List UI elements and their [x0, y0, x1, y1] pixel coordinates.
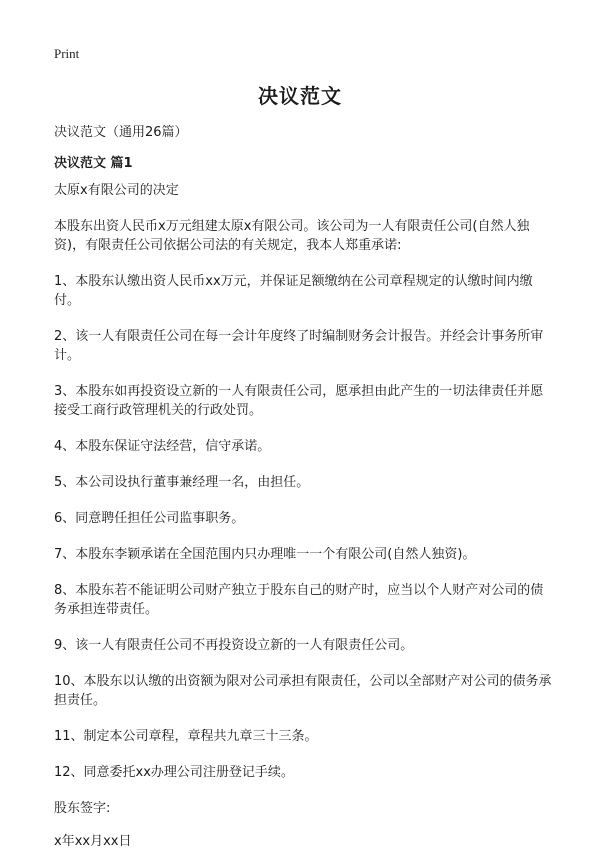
paragraph-item-1: 1、本股东认缴出资人民币xx万元，并保证足额缴纳在公司章程规定的认缴时间内缴付。 [54, 274, 533, 308]
document-body [54, 181, 554, 865]
document-title: 决议范文 [258, 84, 342, 108]
paragraph-company-decision: 太原x有限公司的决定 [54, 183, 179, 198]
document-subtitle: 决议范文（通用26篇） [54, 125, 188, 140]
signature-date: x年xx月xx日 [54, 834, 132, 849]
paragraph-item-11: 11、制定本公司章程，章程共九章三十三条。 [54, 729, 318, 744]
signature-label: 股东签字: [54, 801, 111, 816]
paragraph-item-3: 3、本股东如再投资设立新的一人有限责任公司，愿承担由此产生的一切法律责任并愿接受工商行政管理机关的行政处罚。 [54, 384, 544, 418]
paragraph-item-10: 10、本股东以认缴的出资额为限对公司承担有限责任，公司以全部财产对公司的债务承担责任。 [54, 674, 552, 708]
paragraph-item-4: 4、本股东保证守法经营，信守承诺。 [54, 439, 271, 454]
paragraph-item-7: 7、本股东李颖承诺在全国范围内只办理唯一一个有限公司(自然人独资)。 [54, 547, 476, 562]
paragraph-item-8: 8、本股东若不能证明公司财产独立于股东自己的财产时，应当以个人财产对公司的债务承担连带责任。 [54, 583, 544, 617]
paragraph-item-9: 9、该一人有限责任公司不再投资设立新的一人有限责任公司。 [54, 638, 414, 653]
paragraph-intro: 本股东出资人民币x万元组建太原x有限公司。该公司为一人有限责任公司(自然人独资)，有限责任公司依据公司法的有关规定，我本人郑重承诺: [54, 219, 530, 253]
print-link[interactable]: Print [54, 46, 80, 61]
section-heading: 决议范文 篇1 [54, 156, 133, 171]
paragraph-item-6: 6、同意聘任担任公司监事职务。 [54, 511, 245, 526]
paragraph-item-5: 5、本公司设执行董事兼经理一名，由担任。 [54, 475, 310, 490]
paragraph-item-12: 12、同意委托xx办理公司注册登记手续。 [54, 765, 294, 780]
paragraph-item-2: 2、该一人有限责任公司在每一会计年度终了时编制财务会计报告。并经会计事务所审计。 [54, 329, 544, 363]
